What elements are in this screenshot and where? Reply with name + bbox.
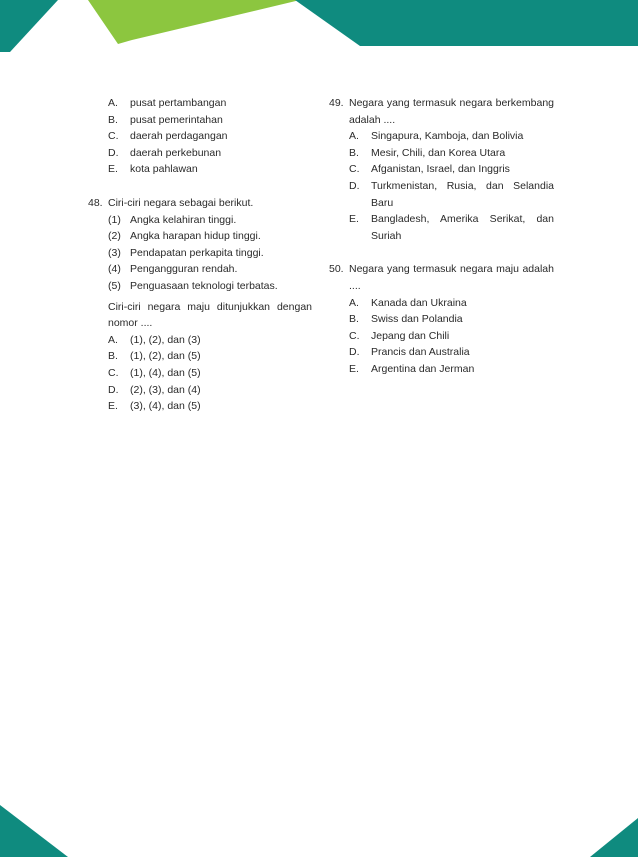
q50-option-c: C. Jepang dan Chili <box>349 329 450 342</box>
q47-option-a: A. pusat pertambangan <box>108 97 227 109</box>
q50-option-b: B. Swiss dan Polandia <box>349 313 463 326</box>
question-50 <box>329 261 554 377</box>
q48-option-d: D. (2), (3), dan (4) <box>108 383 201 396</box>
question-number: 50. <box>329 263 344 276</box>
question-text: Negara yang termasuk negara maju adalah .... <box>349 263 554 292</box>
q48-option-c: C. (1), (4), dan (5) <box>108 366 201 379</box>
header-green-shape <box>88 0 300 44</box>
q50-options <box>349 295 554 378</box>
q48-item-5: (5) Penguasaan teknologi terbatas. <box>108 279 278 292</box>
header-teal-shape-left <box>0 0 58 52</box>
q47-options <box>88 95 312 178</box>
q48-option-a: A. (1), (2), dan (3) <box>108 333 201 346</box>
q47-option-d: D. daerah perkebunan <box>108 146 222 159</box>
q49-options <box>349 128 554 244</box>
q49-option-a: A. Singapura, Kamboja, dan Bolivia <box>349 130 524 143</box>
q48-prompt: Ciri-ciri negara maju ditunjukkan dengan nomor .... <box>108 300 312 330</box>
question-text: Ciri-ciri negara sebagai berikut. <box>108 196 254 209</box>
q48-item-4: (4) Pengangguran rendah. <box>108 263 238 276</box>
q49-option-c: C. Afganistan, Israel, dan Inggris <box>349 163 510 176</box>
question-49 <box>329 95 554 244</box>
header-teal-shape-right <box>295 0 638 46</box>
q47-option-c: C. daerah perdagangan <box>108 130 228 143</box>
footer-teal-shape-left <box>0 805 68 857</box>
q49-option-e: E. Bangladesh, Amerika Serikat, dan Suriah <box>349 213 554 242</box>
q49-option-d: D. Turkmenistan, Rusia, dan Selandia Baru <box>349 179 554 209</box>
q50-option-a: A. Kanada dan Ukraina <box>349 296 467 309</box>
left-column <box>88 95 312 415</box>
q48-item-2: (2) Angka harapan hidup tinggi. <box>108 230 261 243</box>
question-number: 49. <box>329 97 344 109</box>
q48-options <box>108 332 312 415</box>
q48-item-3: (3) Pendapatan perkapita tinggi. <box>108 246 264 259</box>
question-48 <box>88 195 312 415</box>
q47-option-e: E. kota pahlawan <box>108 163 198 176</box>
q50-option-d: D. Prancis dan Australia <box>349 346 470 359</box>
q47-option-b: B. pusat pemerintahan <box>108 113 223 126</box>
q48-item-1: (1) Angka kelahiran tinggi. <box>108 213 237 226</box>
right-column <box>329 95 554 378</box>
q48-option-b: B. (1), (2), dan (5) <box>108 350 201 363</box>
footer-teal-shape-right <box>590 818 638 857</box>
question-number: 48. <box>88 196 103 209</box>
q49-option-b: B. Mesir, Chili, dan Korea Utara <box>349 146 506 159</box>
q50-option-e: E. Argentina dan Jerman <box>349 362 475 375</box>
q48-option-e: E. (3), (4), dan (5) <box>108 400 201 413</box>
question-text: Negara yang termasuk negara berkembang adalah .... <box>349 97 554 126</box>
q48-items <box>108 212 312 295</box>
